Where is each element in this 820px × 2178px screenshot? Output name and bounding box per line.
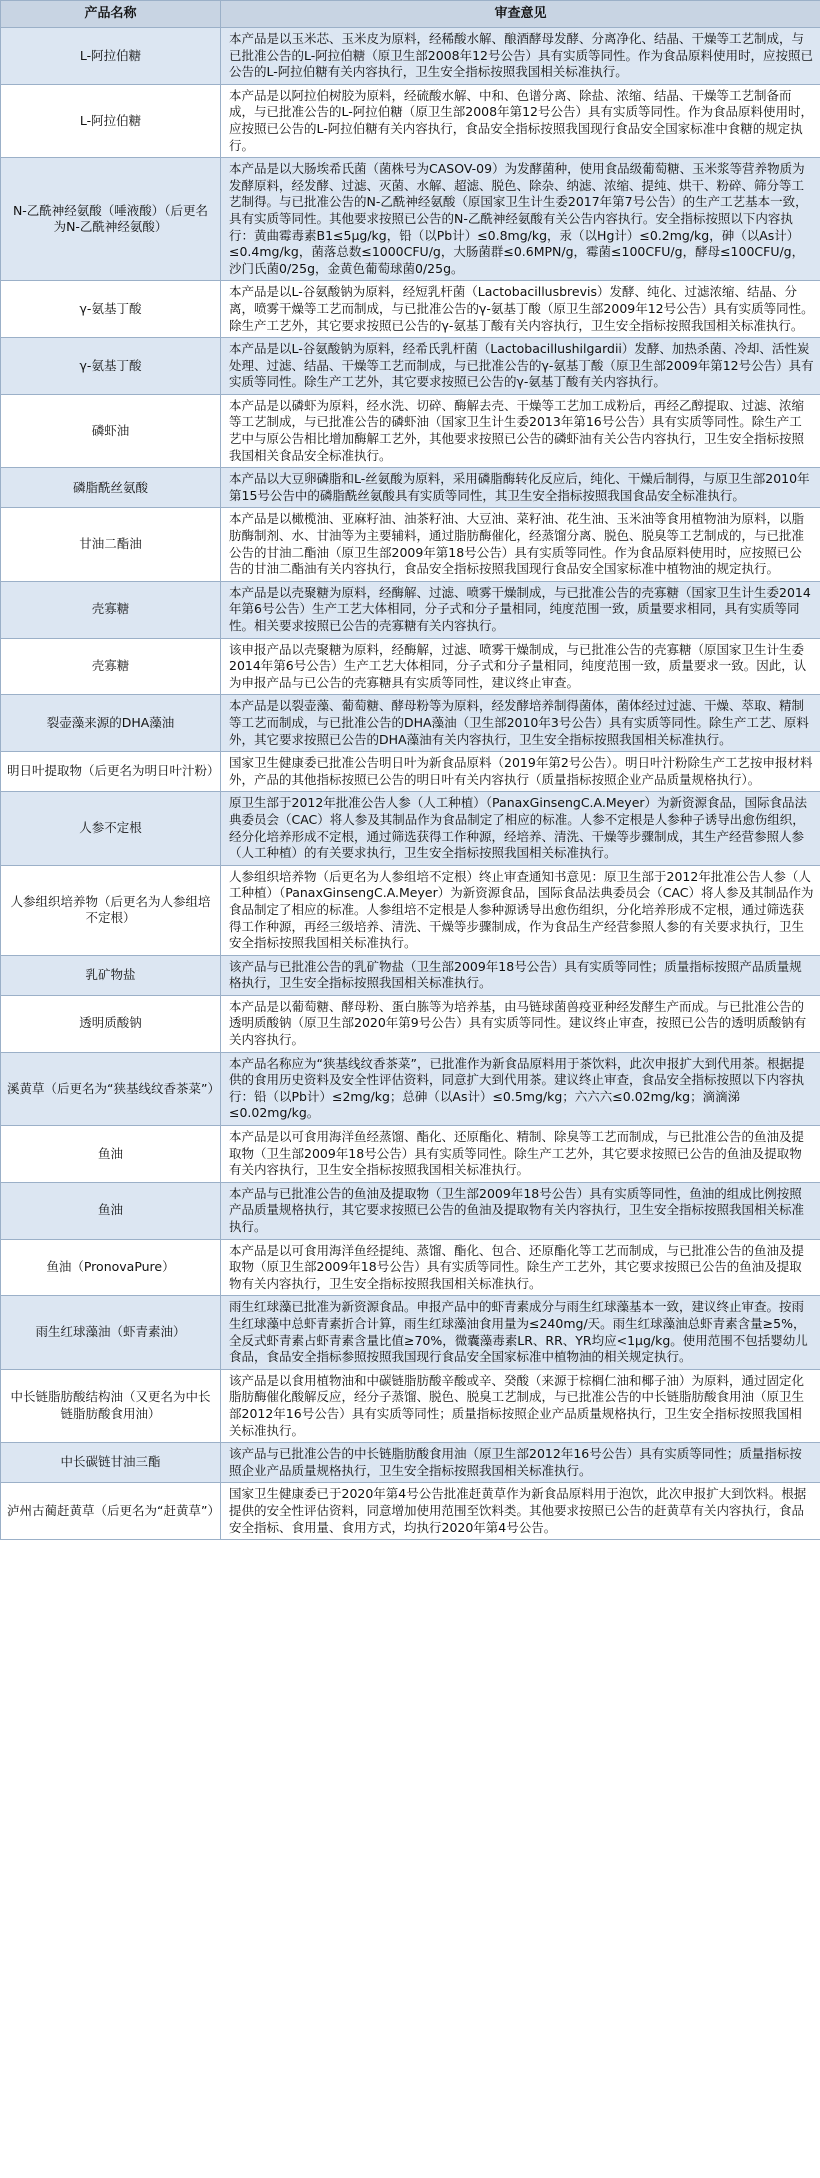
review-opinion-cell: 本产品是以阿拉伯树胶为原料，经硫酸水解、中和、色谱分离、除盐、浓缩、结晶、干燥等工艺制备而成，与已批准公告的L-阿拉伯糖（原卫生部2008年第12号公告）具有实质等同性。作为食品原料使用时，应按照已公告的L-阿拉伯糖有关内容执行，食品安全指标按照我国现行食品安全国家标准中食糖的规定执行。 <box>221 84 820 157</box>
product-name-cell: 乳矿物盐 <box>1 955 221 995</box>
table-row <box>1 1182 820 1239</box>
review-opinion-cell: 国家卫生健康委已于2020年第4号公告批准赶黄草作为新食品原料用于泡饮，此次申报扩大到饮料。根据提供的安全性评估资料，同意增加使用范围至饮料类。其他要求按照已公告的赶黄草有关内容执行，食品安全指标、食用量、食用方式，均执行2020年第4号公告。 <box>221 1483 820 1540</box>
review-opinion-cell: 本产品是以玉米芯、玉米皮为原料，经稀酸水解、酿酒酵母发酵、分离净化、结晶、干燥等工艺制成，与已批准公告的L-阿拉伯糖（原卫生部2008年12号公告）具有实质等同性。作为食品原料使用时，应按照已公告的L-阿拉伯糖有关内容执行，卫生安全指标按照我国相关标准执行。 <box>221 28 820 85</box>
product-name-cell: 雨生红球藻油（虾青素油） <box>1 1296 221 1369</box>
table-row <box>1 338 820 395</box>
table-row <box>1 581 820 638</box>
table-row <box>1 865 820 955</box>
product-name-cell: 人参不定根 <box>1 792 221 865</box>
product-name-cell: L-阿拉伯糖 <box>1 84 221 157</box>
review-opinion-cell: 该产品与已批准公告的乳矿物盐（卫生部2009年18号公告）具有实质等同性；质量指标按照产品质量规格执行，卫生安全指标按照我国相关标准执行。 <box>221 955 820 995</box>
table-row <box>1 955 820 995</box>
product-name-cell: γ-氨基丁酸 <box>1 338 221 395</box>
table-row <box>1 792 820 865</box>
product-name-cell: 溪黄草（后更名为“狭基线纹香茶菜”） <box>1 1052 221 1125</box>
table-row <box>1 995 820 1052</box>
table-row <box>1 281 820 338</box>
review-opinion-cell: 本产品是以磷虾为原料，经水洗、切碎、酶解去壳、干燥等工艺加工成粉后，再经乙醇提取、过滤、浓缩等工艺制成，与已批准公告的磷虾油（国家卫生计生委2013年第16号公告）具有实质等同性。除生产工艺中与原公告相比增加酶解工艺外，其他要求按照已公告的磷虾油有关公告内容执行，卫生安全指标按照我国相关食品安全标准执行。 <box>221 394 820 467</box>
product-name-cell: 壳寡糖 <box>1 638 221 695</box>
table-row <box>1 84 820 157</box>
product-name-cell: L-阿拉伯糖 <box>1 28 221 85</box>
product-name-cell: 壳寡糖 <box>1 581 221 638</box>
product-name-cell: 明日叶提取物（后更名为明日叶汁粉） <box>1 752 221 792</box>
table-row <box>1 1296 820 1369</box>
table-row <box>1 508 820 581</box>
review-opinion-cell: 原卫生部于2012年批准公告人参（人工种植）（PanaxGinsengC.A.Meyer）为新资源食品，国际食品法典委员会（CAC）将人参及其制品作为食品制定了相应的标准。人参不定根是人参种子诱导出愈伤组织，经分化培养形成不定根，通过筛选获得工作种源，经培养、清洗、干燥等步骤制成，其生产经营参照人参（人工种植）的有关要求执行，卫生安全指标按照我国相关标准执行。 <box>221 792 820 865</box>
table-row <box>1 752 820 792</box>
product-name-cell: N-乙酰神经氨酸（唾液酸）（后更名为N-乙酰神经氨酸） <box>1 158 221 281</box>
review-opinion-cell: 国家卫生健康委已批准公告明日叶为新食品原料（2019年第2号公告）。明日叶汁粉除生产工艺按申报材料外，产品的其他指标按照已公告的明日叶有关内容执行（质量指标按照企业产品质量规格执行）。 <box>221 752 820 792</box>
product-name-cell: 鱼油（PronovaPure） <box>1 1239 221 1296</box>
product-name-cell: γ-氨基丁酸 <box>1 281 221 338</box>
product-name-cell: 磷虾油 <box>1 394 221 467</box>
product-name-cell: 鱼油 <box>1 1126 221 1183</box>
table-row <box>1 695 820 752</box>
product-name-cell: 甘油二酯油 <box>1 508 221 581</box>
product-name-cell: 裂壶藻来源的DHA藻油 <box>1 695 221 752</box>
table-row <box>1 468 820 508</box>
product-name-cell: 人参组织培养物（后更名为人参组培不定根） <box>1 865 221 955</box>
review-opinion-cell: 本产品以大豆卵磷脂和L-丝氨酸为原料，采用磷脂酶转化反应后，纯化、干燥后制得，与原卫生部2010年第15号公告中的磷脂酰丝氨酸具有实质等同性，其卫生安全指标按照我国食品安全标准执行。 <box>221 468 820 508</box>
header-row <box>1 1 820 28</box>
review-opinion-cell: 本产品是以壳聚糖为原料，经酶解、过滤、喷雾干燥制成，与已批准公告的壳寡糖（国家卫生计生委2014年第6号公告）生产工艺大体相同，分子式和分子量相同，纯度范围一致，质量要求相同，具有实质等同性。相关要求按照已公告的壳寡糖有关内容执行。 <box>221 581 820 638</box>
product-name-cell: 泸州古蔺赶黄草（后更名为“赶黄草”） <box>1 1483 221 1540</box>
table-row <box>1 394 820 467</box>
review-opinion-header: 审查意见 <box>221 1 820 28</box>
product-name-header: 产品名称 <box>1 1 221 28</box>
table-row <box>1 28 820 85</box>
review-opinion-cell: 本产品是以L-谷氨酸钠为原料，经希氏乳杆菌（Lactobacillushilgardii）发酵、加热杀菌、冷却、活性炭处理、过滤、结晶、干燥等工艺而制成，与已批准公告的γ-氨基丁酸（原卫生部2009年第12号公告）具有实质等同性。除生产工艺外，其它要求按照已公告的γ-氨基丁酸有关内容执行。 <box>221 338 820 395</box>
table-row <box>1 1369 820 1442</box>
table-row <box>1 1239 820 1296</box>
table-row <box>1 158 820 281</box>
review-opinion-cell: 本产品是以可食用海洋鱼经蒸馏、酯化、还原酯化、精制、除臭等工艺而制成，与已批准公告的鱼油及提取物（卫生部2009年18号公告）具有实质等同性。除生产工艺外，其它要求按照已公告的鱼油及提取物有关内容执行，卫生安全指标按照我国相关标准执行。 <box>221 1126 820 1183</box>
review-opinion-cell: 本产品与已批准公告的鱼油及提取物（卫生部2009年18号公告）具有实质等同性，鱼油的组成比例按照产品质量规格执行，其它要求按照已公告的鱼油及提取物有关内容执行，卫生安全指标按照我国相关标准执行。 <box>221 1182 820 1239</box>
table-row <box>1 638 820 695</box>
review-opinion-cell: 该产品与已批准公告的中长链脂肪酸食用油（原卫生部2012年16号公告）具有实质等同性；质量指标按照企业产品质量规格执行，卫生安全指标按照我国相关标准执行。 <box>221 1443 820 1483</box>
table-row <box>1 1126 820 1183</box>
review-opinion-cell: 本产品是以裂壶藻、葡萄糖、酵母粉等为原料，经发酵培养制得菌体，菌体经过过滤、干燥、萃取、精制等工艺而制成，与已批准公告的DHA藻油（卫生部2010年3号公告）具有实质等同性。除生产工艺、原料外，其它要求按照已公告的DHA藻油有关内容执行，卫生安全指标按照我国相关标准执行。 <box>221 695 820 752</box>
review-opinion-cell: 该产品是以食用植物油和中碳链脂肪酸辛酸或辛、癸酸（来源于棕榈仁油和椰子油）为原料，通过固定化脂肪酶催化酸解反应，经分子蒸馏、脱色、脱臭工艺制成，与已批准公告的中长链脂肪酸食用油（原卫生部2012年16号公告）具有实质等同性；质量指标按照企业产品质量规格执行，卫生安全指标按照我国相关标准执行。 <box>221 1369 820 1442</box>
product-name-cell: 中长碳链甘油三酯 <box>1 1443 221 1483</box>
product-name-cell: 磷脂酰丝氨酸 <box>1 468 221 508</box>
review-opinion-cell: 人参组织培养物（后更名为人参组培不定根）终止审查通知书意见：原卫生部于2012年批准公告人参（人工种植）（PanaxGinsengC.A.Meyer）为新资源食品，国际食品法典委员会（CAC）将人参及其制品作为食品制定了相应的标准。人参组培不定根是人参种源诱导出愈伤组织，分化培养形成不定根，通过筛选获得工作种源，再经三级培养、清洗、干燥等步骤制成，作为食品生产经营参照人参的有关要求执行，卫生安全指标按照我国相关标准执行。 <box>221 865 820 955</box>
review-opinion-cell: 该申报产品以壳聚糖为原料，经酶解，过滤、喷雾干燥制成，与已批准公告的壳寡糖（原国家卫生计生委2014年第6号公告）生产工艺大体相同，分子式和分子量相同，纯度范围一致，质量要求一致。因此，认为申报产品与已公告的壳寡糖具有实质等同性，建议终止审查。 <box>221 638 820 695</box>
table-body <box>1 28 820 1540</box>
product-name-cell: 鱼油 <box>1 1182 221 1239</box>
table-row <box>1 1052 820 1125</box>
review-opinion-cell: 本产品是以L-谷氨酸钠为原料，经短乳杆菌（Lactobacillusbrevis）发酵、纯化、过滤浓缩、结晶、分离，喷雾干燥等工艺而制成，与已批准公告的γ-氨基丁酸（原卫生部2009年12号公告）具有实质等同性。除生产工艺外，其它要求按照已公告的γ-氨基丁酸有关内容执行，卫生安全指标按照我国相关标准执行。 <box>221 281 820 338</box>
review-opinion-cell: 本产品是以大肠埃希氏菌（菌株号为CASOV-09）为发酵菌种，使用食品级葡萄糖、玉米浆等营养物质为发酵原料，经发酵、过滤、灭菌、水解、超滤、脱色、除杂、纳滤、浓缩、提纯、烘干、粉碎、筛分等工艺制得。与已批准公告的N-乙酰神经氨酸（原国家卫生计生委2017年第7号公告）的生产工艺基本一致，具有实质等同性。其他要求按照已公告的N-乙酰神经氨酸有关公告内容执行。安全指标按照以下内容执行：黄曲霉毒素B1≤5μg/kg，铅（以Pb计）≤0.8mg/kg，汞（以Hg计）≤0.2mg/kg，砷（以As计）≤0.4mg/kg，菌落总数≤1000CFU/g，大肠菌群≤0.6MPN/g，霉菌≤100CFU/g，酵母≤100CFU/g，沙门氏菌0/25g，金黄色葡萄球菌0/25g。 <box>221 158 820 281</box>
product-name-cell: 透明质酸钠 <box>1 995 221 1052</box>
review-opinion-cell: 本产品是以葡萄糖、酵母粉、蛋白胨等为培养基，由马链球菌兽疫亚种经发酵生产而成。与已批准公告的透明质酸钠（原卫生部2020年第9号公告）具有实质等同性。建议终止审查，按照已公告的透明质酸钠有关内容执行。 <box>221 995 820 1052</box>
table-row <box>1 1443 820 1483</box>
review-opinion-cell: 本产品是以橄榄油、亚麻籽油、油茶籽油、大豆油、菜籽油、花生油、玉米油等食用植物油为原料，以脂肪酶制剂、水、甘油等为主要辅料，通过脂肪酶催化，经蒸馏分离、脱色、脱臭等工艺制成的，与已批准公告的甘油二酯油（原卫生部2009年第18号公告）具有实质等同性。作为食品原料使用时，应按照已公告的甘油二酯油有关内容执行，食品安全指标按照我国现行食品安全国家标准中植物油的规定执行。 <box>221 508 820 581</box>
review-opinion-cell: 本产品是以可食用海洋鱼经提纯、蒸馏、酯化、包合、还原酯化等工艺而制成，与已批准公告的鱼油及提取物（原卫生部2009年18号公告）具有实质等同性。除生产工艺外，其它要求按照已公告的鱼油及提取物有关内容执行，卫生安全指标按照我国相关标准执行。 <box>221 1239 820 1296</box>
review-opinion-cell: 雨生红球藻已批准为新资源食品。申报产品中的虾青素成分与雨生红球藻基本一致，建议终止审查。按雨生红球藻中总虾青素折合计算，雨生红球藻油食用量为≤240mg/天。雨生红球藻油总虾青素含量≥5%，全反式虾青素占虾青素含量比值≥70%，微囊藻毒素LR、RR、YR均应<1μg/kg。使用范围不包括婴幼儿食品，食品安全指标参照按照我国现行食品安全国家标准中植物油的相关规定执行。 <box>221 1296 820 1369</box>
table-row <box>1 1483 820 1540</box>
table-header <box>1 1 820 28</box>
product-name-cell: 中长链脂肪酸结构油（又更名为中长链脂肪酸食用油） <box>1 1369 221 1442</box>
review-opinion-cell: 本产品名称应为“狭基线纹香茶菜”，已批准作为新食品原料用于茶饮料，此次申报扩大到代用茶。根据提供的食用历史资料及安全性评估资料，同意扩大到代用茶。建议终止审查，食品安全指标按照以下内容执行：铅（以Pb计）≤2mg/kg；总砷（以As计）≤0.5mg/kg；六六六≤0.02mg/kg；滴滴涕≤0.02mg/kg。 <box>221 1052 820 1125</box>
